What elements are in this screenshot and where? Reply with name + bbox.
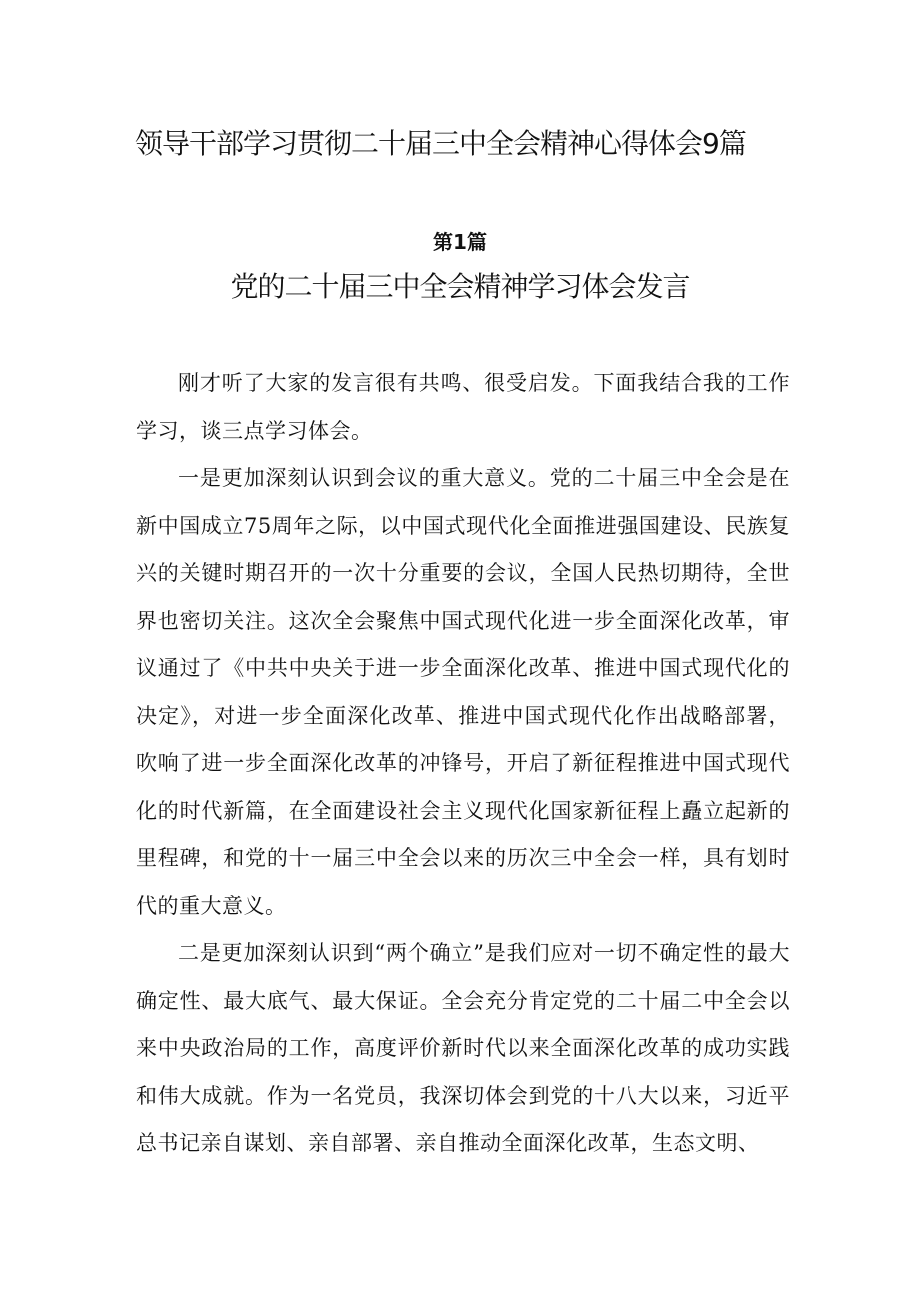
section-label: 第1篇 bbox=[433, 230, 487, 254]
section-title: 党的二十届三中全会精神学习体会发言 bbox=[230, 270, 690, 303]
paragraph: 刚才听了大家的发言很有共鸣、很受启发。下面我结合我的工作学习，谈三点学习体会。 bbox=[136, 371, 790, 443]
paragraph: 一是更加深刻认识到会议的重大意义。党的二十届三中全会是在新中国成立75周年之际，以中国式现代化全面推进强国建设、民族复兴的关键时期召开的一次十分重要的会议，全国人民热切期待，全世界也密切关注。这次全会聚焦中国式现代化进一步全面深化改革，审议通过了《中共中央关于进一步全面深化改革、推进中国式现代化的决定》，对进一步全面深化改革、推进中国式现代化作出战略部署，吹响了进一步全面深化改革的冲锋号，开启了新征程推进中国式现代化的时代新篇，在全面建设社会主义现代化国家新征程上矗立起新的里程碑，和党的十一届三中全会以来的历次三中全会一样，具有划时代的重大意义。 bbox=[136, 466, 790, 918]
document-title: 领导干部学习贯彻二十届三中全会精神心得体会9篇 bbox=[135, 127, 746, 160]
body-text bbox=[136, 360, 790, 1168]
paragraph: 二是更加深刻认识到“两个确立”是我们应对一切不确定性的最大确定性、最大底气、最大保证。全会充分肯定党的二十届二中全会以来中央政治局的工作，高度评价新时代以来全面深化改革的成功实践和伟大成就。作为一名党员，我深切体会到党的十八大以来，习近平总书记亲自谋划、亲自部署、亲自推动全面深化改革，生态文明、 bbox=[136, 941, 790, 1155]
